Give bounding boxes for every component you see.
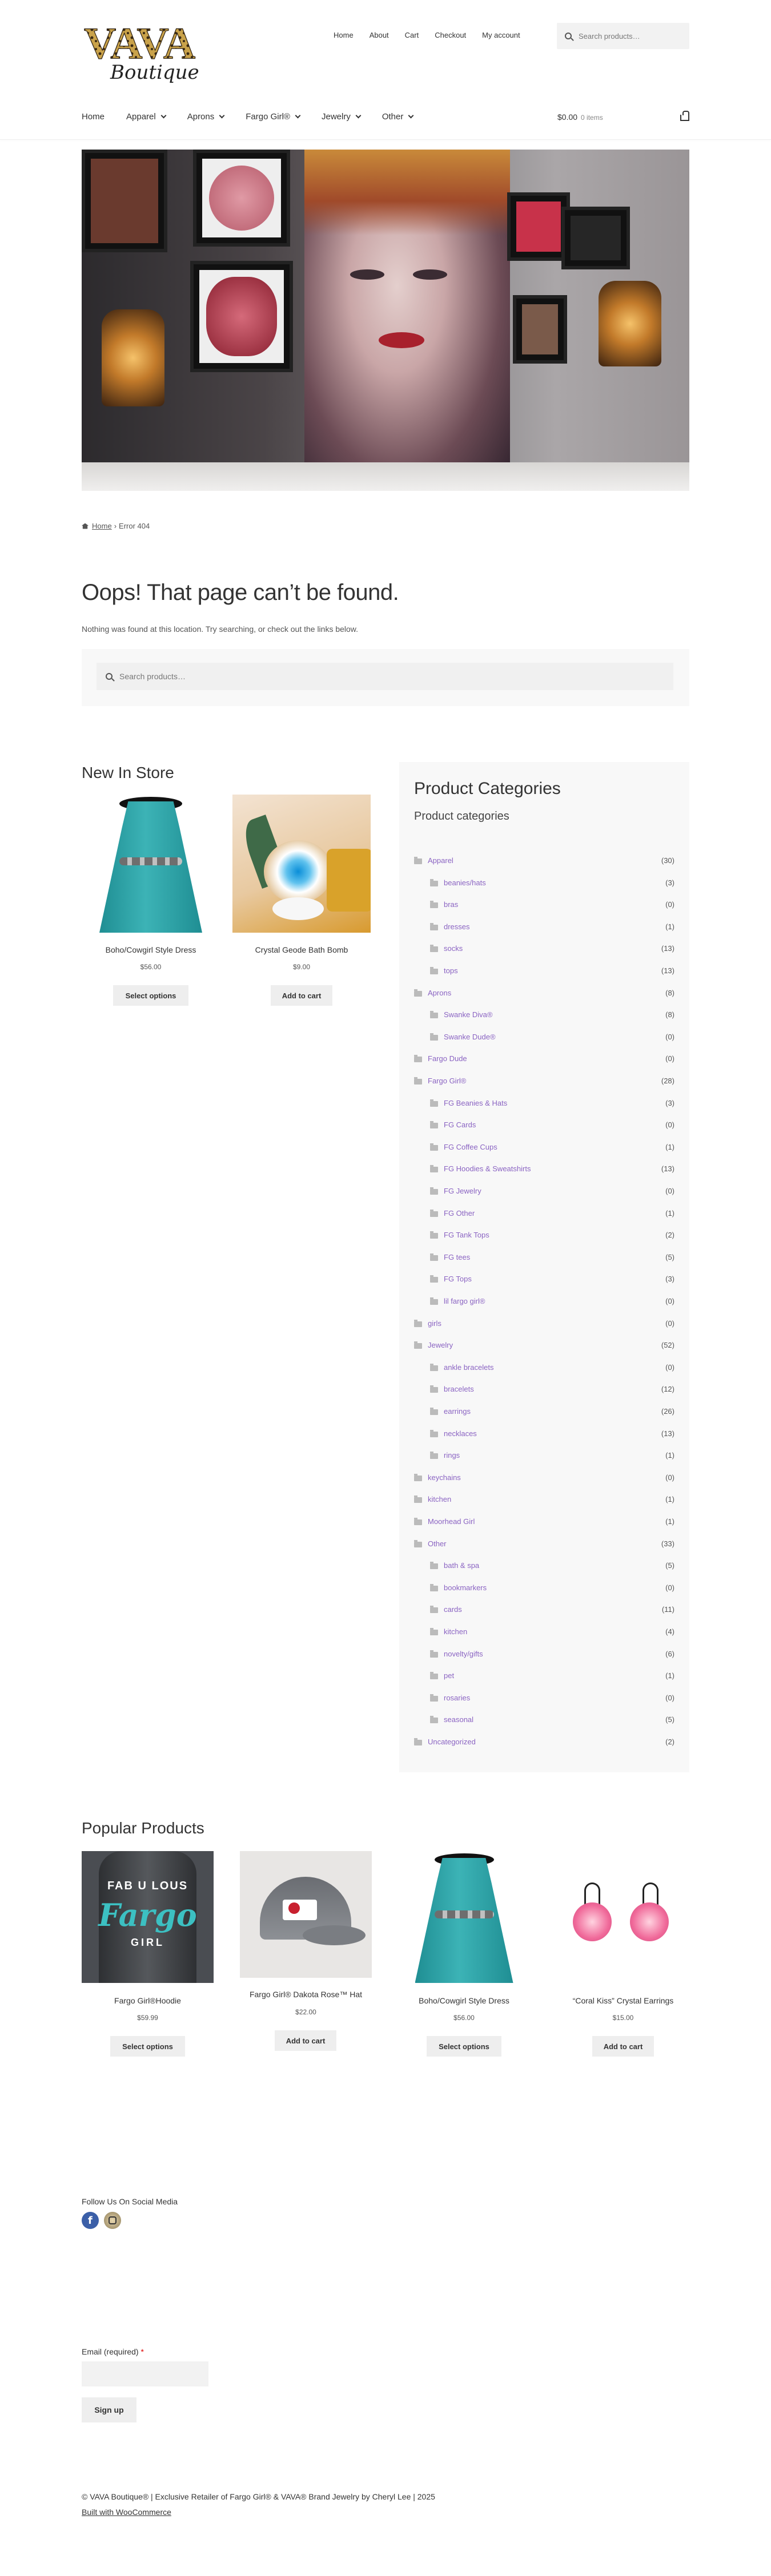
category-label[interactable]: Jewelry xyxy=(428,1341,453,1350)
category-item[interactable] xyxy=(399,1603,689,1626)
folder-icon xyxy=(430,902,438,908)
category-count: (1) xyxy=(665,1517,674,1526)
folder-icon xyxy=(430,1299,438,1305)
category-label[interactable]: seasonal xyxy=(444,1715,474,1724)
topnav-home[interactable]: Home xyxy=(334,31,354,39)
category-label[interactable]: rings xyxy=(444,1451,460,1460)
hero-portrait-eye-right xyxy=(413,269,447,280)
category-count: (5) xyxy=(665,1561,674,1570)
product-card-dakota-rose-hat xyxy=(240,1851,372,2057)
category-item[interactable] xyxy=(399,1493,689,1515)
folder-icon xyxy=(430,1101,438,1107)
folder-icon xyxy=(430,1145,438,1151)
header-divider xyxy=(0,139,771,140)
category-label[interactable]: FG Cards xyxy=(444,1120,476,1130)
hero-portrait-lips xyxy=(379,332,424,348)
category-count: (52) xyxy=(661,1341,674,1350)
category-item[interactable] xyxy=(399,1119,689,1141)
folder-icon xyxy=(430,1387,438,1393)
product-image[interactable] xyxy=(232,795,371,933)
category-item[interactable] xyxy=(399,1383,689,1405)
folder-icon xyxy=(430,1167,438,1172)
error-search-placeholder: Search products… xyxy=(119,672,186,681)
category-item[interactable] xyxy=(399,1185,689,1207)
category-item[interactable] xyxy=(399,1163,689,1185)
folder-icon xyxy=(430,881,438,886)
category-count: (6) xyxy=(665,1649,674,1658)
category-count: (0) xyxy=(665,1362,674,1372)
category-item[interactable] xyxy=(399,1097,689,1119)
footer-built-with-link[interactable]: Built with WooCommerce xyxy=(82,2508,171,2517)
folder-icon xyxy=(430,1586,438,1591)
hero-frame-sign xyxy=(561,207,630,269)
category-item[interactable] xyxy=(399,965,689,987)
hero-frame-heart-top xyxy=(193,150,290,247)
category-item[interactable] xyxy=(399,1009,689,1031)
cart-items-count: 0 items xyxy=(581,114,603,122)
folder-icon xyxy=(414,991,422,997)
category-label[interactable]: Fargo Dude xyxy=(428,1054,467,1063)
category-count: (13) xyxy=(661,1164,674,1174)
product-price: $15.00 xyxy=(612,2014,634,2022)
hoodie-print-bottom: GIRL xyxy=(131,1937,164,1948)
nav-label: Aprons xyxy=(187,112,215,122)
folder-icon xyxy=(430,1255,438,1261)
hero-frame-small xyxy=(513,295,567,364)
chevron-down-icon xyxy=(295,113,301,119)
category-item[interactable] xyxy=(399,1670,689,1692)
nav-item-home[interactable] xyxy=(82,112,105,122)
hero-portrait-eye-left xyxy=(350,269,384,280)
search-icon xyxy=(106,673,113,680)
category-count: (0) xyxy=(665,1054,674,1063)
top-navigation xyxy=(334,31,520,39)
widget-subtitle: Product categories xyxy=(414,810,509,823)
breadcrumb-separator: › xyxy=(114,522,117,530)
folder-icon xyxy=(414,1497,422,1503)
header-search-input[interactable] xyxy=(557,23,689,49)
category-item[interactable] xyxy=(399,1582,689,1604)
category-label[interactable]: lil fargo girl® xyxy=(444,1297,485,1305)
topnav-my-account[interactable]: My account xyxy=(482,31,520,39)
nav-label: Fargo Girl® xyxy=(246,112,290,122)
category-label[interactable]: bookmarkers xyxy=(444,1583,487,1592)
nav-label: Other xyxy=(382,112,404,122)
category-item[interactable] xyxy=(399,1251,689,1273)
category-label[interactable]: necklaces xyxy=(444,1429,477,1438)
product-card-fargo-girl-hoodie xyxy=(82,1851,214,2062)
category-label[interactable]: beanies/hats xyxy=(444,878,486,887)
category-item[interactable] xyxy=(399,921,689,943)
site-logo[interactable] xyxy=(82,19,213,83)
category-count: (13) xyxy=(661,966,674,975)
category-count: (0) xyxy=(665,1187,674,1195)
new-in-store-title: New In Store xyxy=(82,764,174,781)
chevron-down-icon xyxy=(408,113,414,119)
category-count: (0) xyxy=(665,1473,674,1482)
category-label[interactable]: pet xyxy=(444,1671,455,1680)
category-label[interactable]: Fargo Girl® xyxy=(428,1077,467,1085)
header-cart[interactable] xyxy=(557,112,689,122)
social-title: Follow Us On Social Media xyxy=(82,2197,178,2206)
hero-lamp-right xyxy=(599,281,661,366)
product-name[interactable]: Fargo Girl® Dakota Rose™ Hat xyxy=(249,1990,363,1999)
nav-item-fargo-girl[interactable] xyxy=(246,112,300,122)
category-label[interactable]: FG Hoodies & Sweatshirts xyxy=(444,1164,531,1174)
category-count: (5) xyxy=(665,1715,674,1724)
hoodie-print-main: Fargo xyxy=(98,1897,197,1933)
category-count: (13) xyxy=(661,1429,674,1438)
select-options-button[interactable]: Select options xyxy=(427,2036,501,2057)
folder-icon xyxy=(430,1718,438,1723)
folder-icon xyxy=(414,1079,422,1085)
category-label[interactable]: dresses xyxy=(444,922,470,931)
product-name[interactable]: Fargo Girl®Hoodie xyxy=(114,1996,181,2005)
search-icon xyxy=(565,33,572,39)
category-item[interactable] xyxy=(399,1053,689,1075)
category-count: (1) xyxy=(665,1208,674,1218)
category-count: (1) xyxy=(665,1451,674,1460)
chevron-down-icon xyxy=(160,113,166,119)
folder-icon xyxy=(414,858,422,864)
nav-item-apparel[interactable] xyxy=(126,112,166,122)
required-marker: * xyxy=(140,2347,144,2356)
folder-icon xyxy=(430,969,438,974)
product-name[interactable]: Boho/Cowgirl Style Dress xyxy=(419,1996,509,2005)
category-item[interactable] xyxy=(399,1559,689,1582)
folder-icon xyxy=(414,1057,422,1062)
folder-icon xyxy=(430,1189,438,1195)
category-label[interactable]: FG Coffee Cups xyxy=(444,1142,497,1151)
category-label[interactable]: Other xyxy=(428,1539,447,1548)
category-label[interactable]: Aprons xyxy=(428,988,452,997)
product-image[interactable] xyxy=(82,1851,214,1983)
category-item[interactable] xyxy=(399,1428,689,1450)
folder-icon xyxy=(430,1277,438,1283)
category-item[interactable] xyxy=(399,898,689,921)
add-to-cart-button[interactable]: Add to cart xyxy=(592,2036,654,2057)
breadcrumb-current: Error 404 xyxy=(119,522,150,530)
folder-icon xyxy=(430,925,438,930)
product-name[interactable]: “Coral Kiss” Crystal Earrings xyxy=(572,1996,674,2005)
category-item[interactable] xyxy=(399,1273,689,1295)
product-name[interactable]: Crystal Geode Bath Bomb xyxy=(255,945,348,954)
category-count: (33) xyxy=(661,1539,674,1548)
topnav-cart[interactable]: Cart xyxy=(404,31,419,39)
folder-icon xyxy=(430,1233,438,1239)
category-item[interactable] xyxy=(399,987,689,1009)
category-item[interactable] xyxy=(399,1207,689,1229)
category-item[interactable] xyxy=(399,1339,689,1361)
folder-icon xyxy=(414,1343,422,1349)
add-to-cart-button[interactable]: Add to cart xyxy=(271,985,332,1006)
category-item[interactable] xyxy=(399,1361,689,1384)
category-label[interactable]: Moorhead Girl xyxy=(428,1517,475,1526)
category-item[interactable] xyxy=(399,1317,689,1340)
folder-icon xyxy=(414,1321,422,1327)
product-image[interactable] xyxy=(82,795,220,933)
folder-icon xyxy=(430,1035,438,1041)
hero-portrait-painting xyxy=(304,150,510,491)
logo-graphic xyxy=(82,19,213,83)
category-label[interactable]: FG Jewelry xyxy=(444,1187,481,1195)
category-count: (3) xyxy=(665,878,674,887)
category-count: (26) xyxy=(661,1407,674,1416)
category-label[interactable]: FG Tops xyxy=(444,1275,472,1284)
category-label[interactable]: kitchen xyxy=(428,1495,452,1504)
error-search-input[interactable] xyxy=(97,663,673,690)
nav-label: Home xyxy=(82,112,105,122)
category-item[interactable] xyxy=(399,942,689,965)
folder-icon xyxy=(430,1674,438,1679)
category-label[interactable]: FG Tank Tops xyxy=(444,1231,489,1240)
product-categories-widget xyxy=(399,762,689,1772)
product-card-geode-bath-bomb xyxy=(232,795,371,1011)
hero-portrait-hair xyxy=(304,150,510,235)
product-card-boho-dress xyxy=(398,1851,530,2062)
folder-icon xyxy=(430,1630,438,1635)
home-icon xyxy=(82,523,89,529)
category-item[interactable] xyxy=(399,1736,689,1758)
category-count: (4) xyxy=(665,1627,674,1636)
category-count: (0) xyxy=(665,1297,674,1305)
category-item[interactable] xyxy=(399,1449,689,1472)
product-card-boho-dress xyxy=(82,795,220,1011)
product-image[interactable] xyxy=(557,1851,689,1984)
select-options-button[interactable]: Select options xyxy=(110,2036,185,2057)
select-options-button[interactable]: Select options xyxy=(113,985,188,1006)
folder-icon xyxy=(430,1409,438,1415)
product-image[interactable] xyxy=(240,1851,372,1978)
folder-icon xyxy=(430,1123,438,1128)
category-item[interactable] xyxy=(399,1229,689,1251)
category-count: (3) xyxy=(665,1275,674,1284)
category-count: (2) xyxy=(665,1231,674,1240)
category-label[interactable]: FG Beanies & Hats xyxy=(444,1098,508,1107)
category-count: (12) xyxy=(661,1385,674,1394)
logo-boutique-text: Boutique xyxy=(110,61,199,83)
hero-frame-poster xyxy=(82,150,167,252)
hoodie-print-top: FAB U LOUS xyxy=(107,1880,188,1892)
category-count: (3) xyxy=(665,1098,674,1107)
category-count: (0) xyxy=(665,1032,674,1041)
email-label-text: Email (required) xyxy=(82,2347,139,2356)
hero-frame-heart-bottom xyxy=(190,261,293,372)
product-price: $59.99 xyxy=(137,2014,158,2022)
header-search-placeholder: Search products… xyxy=(579,31,640,41)
category-label[interactable]: cards xyxy=(444,1605,462,1614)
category-item[interactable] xyxy=(399,1648,689,1670)
breadcrumb-home-link[interactable]: Home xyxy=(92,522,112,530)
nav-label: Apparel xyxy=(126,112,156,122)
product-price: $56.00 xyxy=(453,2014,475,2022)
error-search-box xyxy=(82,649,689,706)
nav-item-jewelry[interactable] xyxy=(322,112,360,122)
category-item[interactable] xyxy=(399,854,689,877)
product-price: $22.00 xyxy=(295,2008,316,2016)
folder-icon xyxy=(430,1432,438,1437)
category-label[interactable]: Swanke Dude® xyxy=(444,1032,496,1041)
category-label[interactable]: socks xyxy=(444,944,463,953)
category-count: (0) xyxy=(665,1319,674,1328)
category-count: (0) xyxy=(665,900,674,909)
product-price: $56.00 xyxy=(140,963,162,971)
hero-counter xyxy=(82,462,689,491)
category-label[interactable]: ankle bracelets xyxy=(444,1362,494,1372)
category-count: (13) xyxy=(661,944,674,953)
main-navigation xyxy=(82,112,435,122)
category-item[interactable] xyxy=(399,877,689,899)
nav-item-aprons[interactable] xyxy=(187,112,224,122)
category-label[interactable]: kitchen xyxy=(444,1627,468,1636)
category-count: (0) xyxy=(665,1120,674,1130)
category-count: (8) xyxy=(665,1010,674,1019)
category-count: (1) xyxy=(665,922,674,931)
category-count: (8) xyxy=(665,988,674,997)
folder-icon xyxy=(430,1365,438,1371)
nav-item-other[interactable] xyxy=(382,112,413,122)
category-item[interactable] xyxy=(399,1405,689,1428)
folder-icon xyxy=(430,1607,438,1613)
category-item[interactable] xyxy=(399,1295,689,1317)
folder-icon xyxy=(414,1740,422,1745)
cart-total: $0.00 xyxy=(557,112,578,122)
category-item[interactable] xyxy=(399,1472,689,1494)
error-message: Nothing was found at this location. Try searching, or check out the links below. xyxy=(82,624,359,634)
product-name[interactable]: Boho/Cowgirl Style Dress xyxy=(105,945,196,954)
basket-icon xyxy=(680,115,689,121)
category-count: (2) xyxy=(665,1738,674,1746)
breadcrumb xyxy=(82,522,150,530)
category-label[interactable]: keychains xyxy=(428,1473,461,1482)
footer-copyright: © VAVA Boutique® | Exclusive Retailer of Fargo Girl® & VAVA® Brand Jewelry by Cheryl Lee | 2025 xyxy=(82,2492,435,2501)
widget-title: Product Categories xyxy=(414,779,561,798)
product-price: $9.00 xyxy=(292,963,311,971)
category-item[interactable] xyxy=(399,1692,689,1714)
folder-icon xyxy=(430,946,438,952)
category-label[interactable]: bracelets xyxy=(444,1385,474,1394)
email-label xyxy=(82,2347,144,2356)
folder-icon xyxy=(430,1211,438,1217)
instagram-icon[interactable] xyxy=(104,2212,121,2229)
category-item[interactable] xyxy=(399,1538,689,1560)
category-label[interactable]: Uncategorized xyxy=(428,1738,476,1746)
sign-up-button[interactable]: Sign up xyxy=(82,2397,136,2422)
facebook-icon[interactable]: f xyxy=(82,2212,99,2229)
category-label[interactable]: Apparel xyxy=(428,856,453,865)
topnav-checkout[interactable]: Checkout xyxy=(435,31,467,39)
category-item[interactable] xyxy=(399,1031,689,1053)
popular-products-title: Popular Products xyxy=(82,1819,204,1837)
category-item[interactable] xyxy=(399,1626,689,1648)
folder-icon xyxy=(414,1519,422,1525)
category-count: (5) xyxy=(665,1252,674,1261)
category-label[interactable]: FG Other xyxy=(444,1208,475,1218)
category-count: (11) xyxy=(661,1605,674,1614)
hero-lamp-left xyxy=(102,309,164,406)
hero-image xyxy=(82,150,689,491)
category-item[interactable] xyxy=(399,1075,689,1097)
folder-icon xyxy=(414,1542,422,1547)
category-label[interactable]: bras xyxy=(444,900,459,909)
folder-icon xyxy=(430,1453,438,1459)
email-field[interactable] xyxy=(82,2361,208,2386)
logo-vava-text: VAVA xyxy=(84,19,196,68)
nav-label: Jewelry xyxy=(321,112,351,122)
folder-icon xyxy=(430,1563,438,1569)
chevron-down-icon xyxy=(219,113,225,119)
category-item[interactable] xyxy=(399,1714,689,1736)
hero-frame-red xyxy=(507,192,570,261)
chevron-down-icon xyxy=(355,113,361,119)
folder-icon xyxy=(430,1013,438,1018)
folder-icon xyxy=(430,1696,438,1702)
category-count: (0) xyxy=(665,1693,674,1702)
folder-icon xyxy=(414,1476,422,1481)
folder-icon xyxy=(430,1652,438,1658)
product-card-coral-kiss-earrings xyxy=(557,1851,689,2062)
category-label[interactable]: Swanke Diva® xyxy=(444,1010,493,1019)
topnav-about[interactable]: About xyxy=(369,31,389,39)
category-label[interactable]: FG tees xyxy=(444,1252,471,1261)
category-label[interactable]: earrings xyxy=(444,1407,471,1416)
product-image[interactable] xyxy=(398,1851,530,1983)
category-label[interactable]: bath & spa xyxy=(444,1561,480,1570)
category-count: (1) xyxy=(665,1671,674,1680)
category-label[interactable]: girls xyxy=(428,1319,441,1328)
category-label[interactable]: novelty/gifts xyxy=(444,1649,483,1658)
category-count: (28) xyxy=(661,1077,674,1085)
category-item[interactable] xyxy=(399,1515,689,1538)
category-label[interactable]: rosaries xyxy=(444,1693,471,1702)
category-count: (30) xyxy=(661,856,674,865)
category-count: (1) xyxy=(665,1142,674,1151)
category-count: (1) xyxy=(665,1495,674,1504)
add-to-cart-button[interactable]: Add to cart xyxy=(275,2030,336,2051)
category-count: (0) xyxy=(665,1583,674,1592)
category-item[interactable] xyxy=(399,1141,689,1163)
page-title: Oops! That page can’t be found. xyxy=(82,580,399,605)
category-label[interactable]: tops xyxy=(444,966,458,975)
